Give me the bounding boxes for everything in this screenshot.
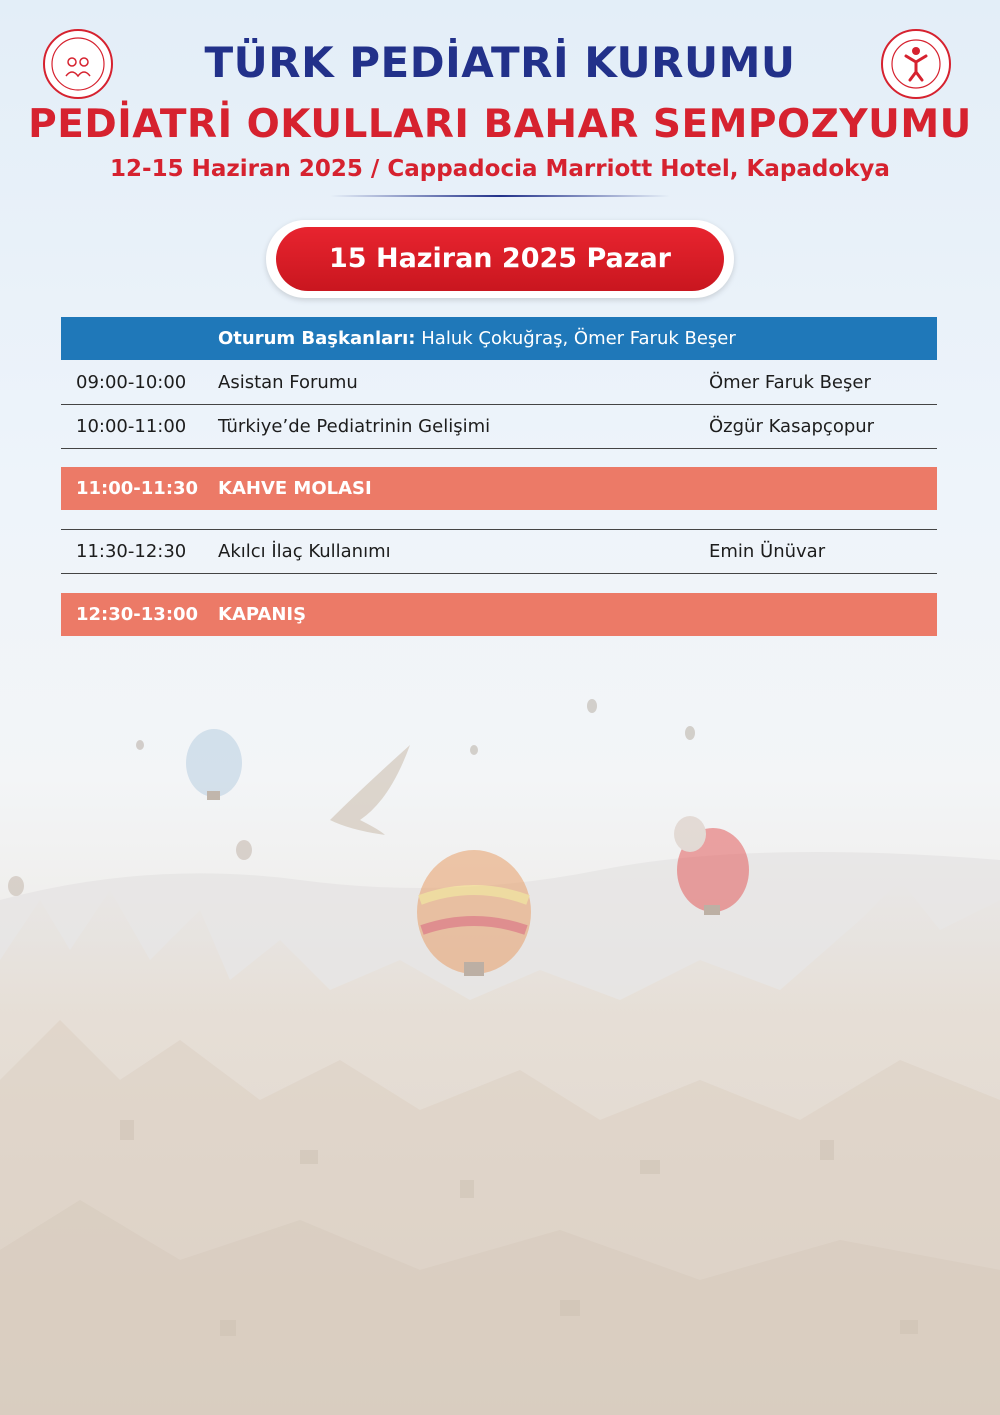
closing-time: 12:30-13:00 — [76, 604, 199, 625]
header-divider — [330, 195, 670, 197]
session-speaker: Ömer Faruk Beşer — [709, 372, 871, 393]
chairs-label: Oturum Başkanları: — [218, 328, 416, 349]
organization-title: TÜRK PEDİATRİ KURUMU — [204, 38, 796, 87]
session-chairs-bar — [61, 317, 937, 360]
closing-row — [61, 593, 937, 636]
session-time: 10:00-11:00 — [76, 416, 187, 437]
session-speaker: Özgür Kasapçopur — [709, 416, 875, 437]
date-venue: 12-15 Haziran 2025 / Cappadocia Marriott Hotel, Kapadokya — [110, 156, 890, 182]
session-chairs — [218, 317, 736, 360]
session-title: Akılcı İlaç Kullanımı — [218, 541, 391, 562]
break-title: KAHVE MOLASI — [218, 478, 372, 499]
session-time: 09:00-10:00 — [76, 372, 187, 393]
closing-title: KAPANIŞ — [218, 604, 307, 625]
day-badge: 15 Haziran 2025 Pazar — [276, 227, 724, 291]
schedule-row — [61, 361, 937, 405]
break-time: 11:00-11:30 — [76, 478, 199, 499]
session-title: Asistan Forumu — [218, 372, 358, 393]
coffee-break-row — [61, 467, 937, 510]
session-title: Türkiye’de Pediatrinin Gelişimi — [218, 416, 491, 437]
event-title: PEDİATRİ OKULLARI BAHAR SEMPOZYUMU — [28, 102, 972, 147]
schedule-row — [61, 529, 937, 574]
schedule-row — [61, 405, 937, 449]
chairs-names: Haluk Çokuğraş, Ömer Faruk Beşer — [421, 328, 736, 349]
session-speaker: Emin Ünüvar — [709, 541, 826, 562]
session-time: 11:30-12:30 — [76, 541, 187, 562]
